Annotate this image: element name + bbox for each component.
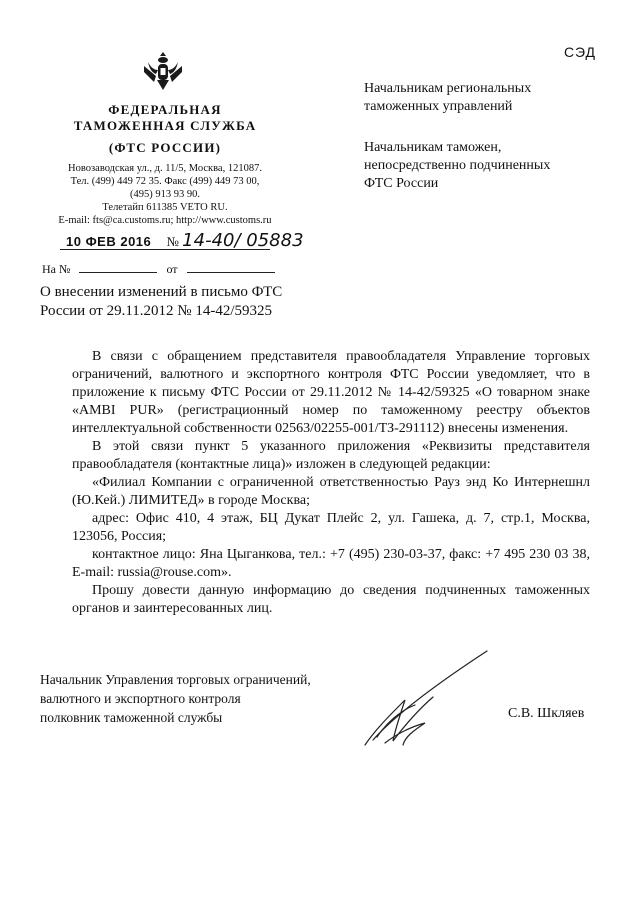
recipient-line: таможенных управлений bbox=[364, 99, 513, 114]
registration-line bbox=[66, 230, 304, 251]
recipient-block bbox=[364, 80, 531, 116]
address-line: (495) 913 93 90. bbox=[130, 189, 200, 200]
registration-date: 10 ФЕВ 2016 bbox=[66, 234, 152, 249]
signatory-name: С.В. Шкляев bbox=[508, 706, 585, 721]
letter-subject bbox=[40, 283, 320, 321]
address-line: Телетайп 611385 VETO RU. bbox=[102, 202, 228, 213]
recipient-line: ФТС России bbox=[364, 176, 439, 191]
registration-underline bbox=[60, 249, 270, 250]
reference-date-blank bbox=[187, 272, 275, 273]
signatory-title bbox=[40, 670, 311, 727]
body-paragraph: «Филиал Компании с ограниченной ответственностью Рауз энд Ко Интернешнл (Ю.Кей.) ЛИМИТЕД» в городе Москва; bbox=[72, 475, 590, 508]
reference-line bbox=[42, 262, 275, 277]
signatory-title-line: валютного и экспортного контроля bbox=[40, 691, 241, 706]
signatory-title-line: Начальник Управления торговых ограничений, bbox=[40, 672, 311, 687]
registration-number: 14-40/ 05883 bbox=[182, 230, 304, 251]
org-name-line3: (ФТС РОССИИ) bbox=[108, 140, 222, 155]
number-label: № bbox=[166, 234, 179, 249]
body-paragraph: В этой связи пункт 5 указанного приложения «Реквизиты представителя правообладателя (контактные лица)» изложен в следующей редакции: bbox=[72, 439, 590, 472]
recipient-block bbox=[364, 139, 550, 193]
reference-date-label: от bbox=[166, 262, 178, 276]
org-name-line2: ТАМОЖЕННАЯ СЛУЖБА bbox=[73, 118, 257, 133]
sender-address bbox=[40, 162, 290, 227]
recipient-line: Начальникам таможен, bbox=[364, 140, 502, 155]
letter-body bbox=[72, 348, 590, 618]
body-paragraph: контактное лицо: Яна Цыганкова, тел.: +7 (495) 230-03-37, факс: +7 495 230 03 38, E-mail: russia@rouse.com». bbox=[72, 547, 590, 580]
recipient-line: Начальникам региональных bbox=[364, 81, 532, 96]
signatory-title-line: полковник таможенной службы bbox=[40, 710, 223, 725]
org-name-line1: ФЕДЕРАЛЬНАЯ bbox=[108, 102, 222, 117]
eagle-emblem-icon bbox=[140, 48, 186, 94]
reference-label: На № bbox=[42, 262, 71, 276]
handwritten-signature bbox=[355, 645, 495, 755]
reference-blank bbox=[79, 272, 157, 273]
subject-line: О внесении изменений в письмо ФТС bbox=[40, 284, 283, 300]
body-paragraph: В связи с обращением представителя правообладателя Управление торговых ограничений, валютного и экспортного контроля ФТС России уведомляет, что в приложение к письму ФТС России от 29.11.2012 № 14-42/59325 «О товарном знаке «AMBI PUR» (регистрационный номер по таможенному реестру объектов интеллектуальной собственности 02563/02255-001/ТЗ-291112) внесены изменения. bbox=[72, 349, 590, 436]
address-line: Тел. (499) 449 72 35. Факс (499) 449 73 00, bbox=[70, 176, 260, 187]
address-line: Новозаводская ул., д. 11/5, Москва, 121087. bbox=[68, 163, 262, 174]
document-mark: СЭД bbox=[564, 44, 597, 60]
body-paragraph: адрес: Офис 410, 4 этаж, БЦ Дукат Плейс 2, ул. Гашека, д. 7, стр.1, Москва, 123056, Россия; bbox=[72, 511, 590, 544]
subject-line: России от 29.11.2012 № 14-42/59325 bbox=[40, 303, 272, 319]
address-line: E-mail: fts@ca.customs.ru; http://www.customs.ru bbox=[58, 215, 272, 226]
recipient-line: непосредственно подчиненных bbox=[364, 158, 551, 173]
body-paragraph: Прошу довести данную информацию до сведения подчиненных таможенных органов и заинтересованных лиц. bbox=[72, 583, 590, 616]
